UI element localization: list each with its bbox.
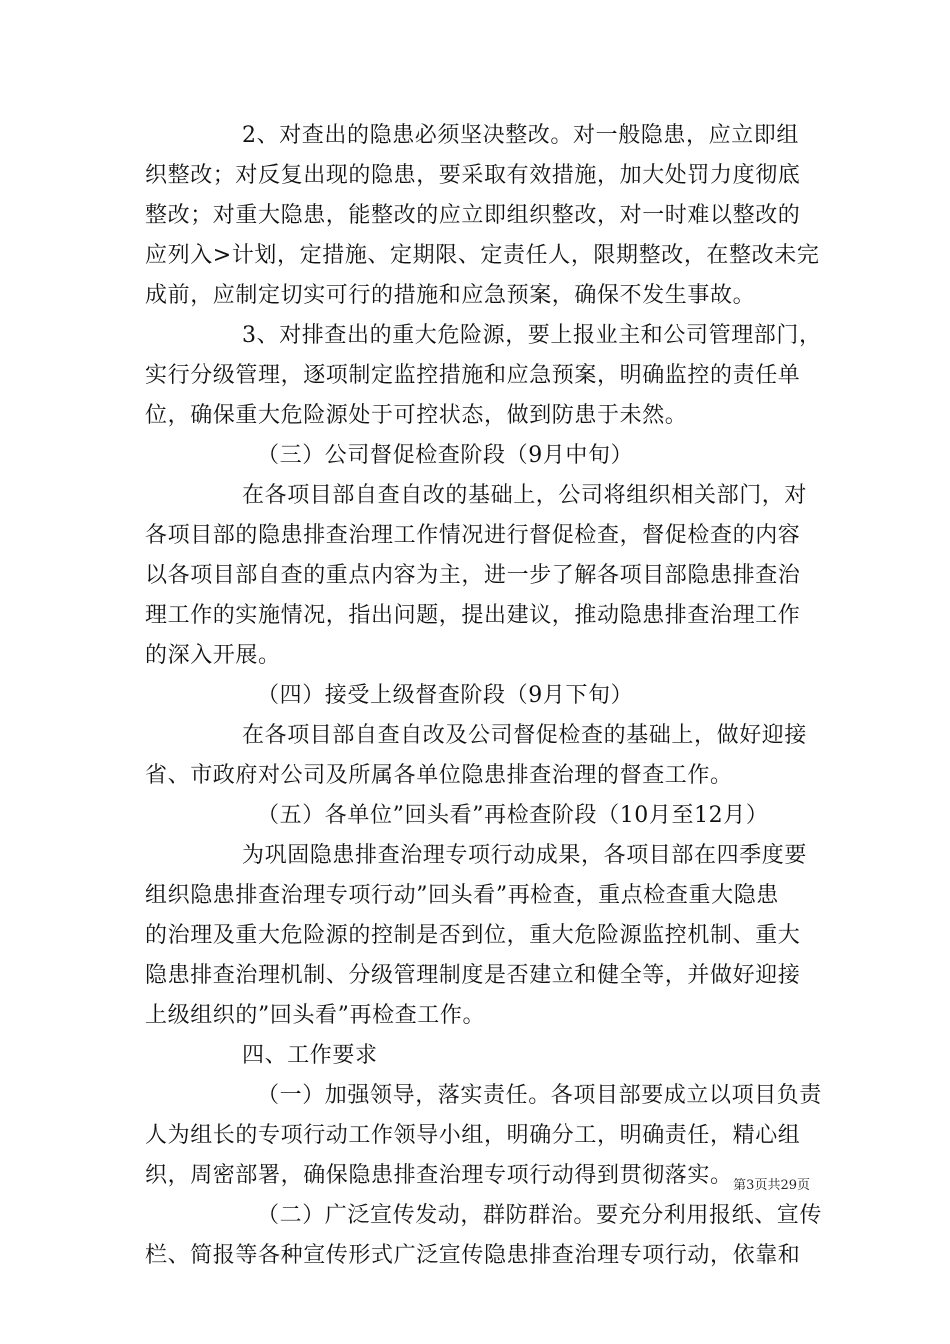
document-body	[145, 116, 823, 1276]
paragraph-line: （二）广泛宣传发动，群防群治。要充分利用报纸、宣传	[257, 1203, 823, 1228]
section-heading: （三）公司督促检查阶段（9月中旬）	[257, 443, 634, 468]
paragraph-line: 在各项目部自查自改及公司督促检查的基础上，做好迎接	[242, 723, 808, 748]
paragraph-line: 栏、简报等各种宣传形式广泛宣传隐患排查治理专项行动，依靠和	[145, 1243, 801, 1268]
paragraph-line: 在各项目部自查自改的基础上，公司将组织相关部门，对	[242, 483, 808, 508]
paragraph-line: 组织隐患排查治理专项行动”回头看”再检查，重点检查重大隐患	[145, 883, 779, 908]
paragraph-line: 各项目部的隐患排查治理工作情况进行督促检查，督促检查的内容	[145, 523, 801, 548]
paragraph-line: 应列入>计划，定措施、定期限、定责任人，限期整改，在整改未完	[145, 243, 820, 268]
section-heading: （五）各单位”回头看”再检查阶段（10月至12月）	[257, 803, 769, 828]
paragraph-line: 整改；对重大隐患，能整改的应立即组织整改，对一时难以整改的	[145, 203, 801, 228]
paragraph-line: 隐患排查治理机制、分级管理制度是否建立和健全等，并做好迎接	[145, 963, 801, 988]
paragraph-line: 省、市政府对公司及所属各单位隐患排查治理的督查工作。	[145, 763, 733, 788]
paragraph-line: 织，周密部署，确保隐患排查治理专项行动得到贯彻落实。	[145, 1163, 733, 1188]
paragraph-line: 人为组长的专项行动工作领导小组，明确分工，明确责任，精心组	[145, 1123, 801, 1148]
paragraph-line: 2、对查出的隐患必须坚决整改。对一般隐患，应立即组	[242, 123, 799, 148]
paragraph-line: 3、对排查出的重大危险源，要上报业主和公司管理部门，	[242, 323, 822, 348]
section-heading: 四、工作要求	[242, 1043, 378, 1068]
paragraph-line: 理工作的实施情况，指出问题，提出建议，推动隐患排查治理工作	[145, 603, 801, 628]
paragraph-line: 以各项目部自查的重点内容为主，进一步了解各项目部隐患排查治	[145, 563, 801, 588]
paragraph-line: 实行分级管理，逐项制定监控措施和应急预案，明确监控的责任单	[145, 363, 801, 388]
paragraph-line: 的治理及重大危险源的控制是否到位，重大危险源监控机制、重大	[145, 923, 801, 948]
paragraph-line: 上级组织的”回头看”再检查工作。	[145, 1003, 486, 1028]
section-heading: （四）接受上级督查阶段（9月下旬）	[257, 683, 634, 708]
paragraph-line: 的深入开展。	[145, 643, 281, 668]
page-number: 第3页共29页	[733, 1178, 810, 1193]
paragraph-line: 成前，应制定切实可行的措施和应急预案，确保不发生事故。	[145, 283, 756, 308]
paragraph-line: 织整改；对反复出现的隐患，要采取有效措施，加大处罚力度彻底	[145, 163, 801, 188]
paragraph-line: 位，确保重大危险源处于可控状态，做到防患于未然。	[145, 403, 688, 428]
paragraph-line: 为巩固隐患排查治理专项行动成果，各项目部在四季度要	[242, 843, 808, 868]
paragraph-line: （一）加强领导，落实责任。各项目部要成立以项目负责	[257, 1083, 823, 1108]
